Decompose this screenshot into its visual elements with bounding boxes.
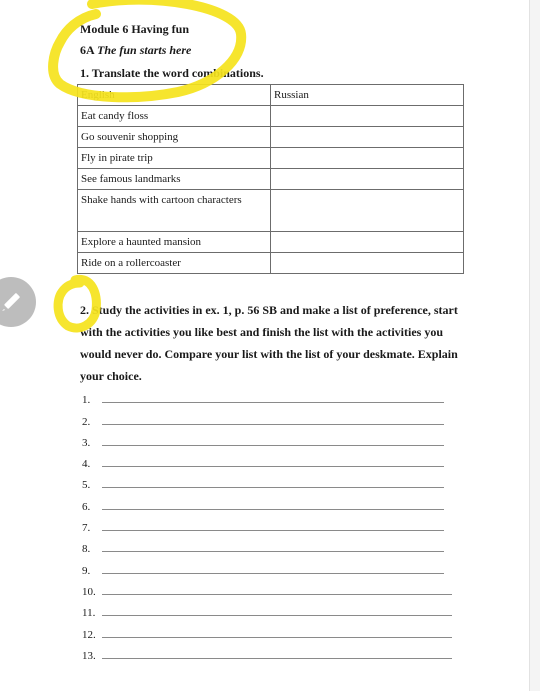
russian-answer-cell[interactable] bbox=[271, 232, 464, 253]
russian-answer-cell[interactable] bbox=[271, 106, 464, 127]
answer-line[interactable] bbox=[82, 619, 452, 640]
vocabulary-table bbox=[77, 84, 464, 274]
table-row bbox=[78, 253, 464, 274]
table-row bbox=[78, 169, 464, 190]
blank-line bbox=[102, 657, 452, 659]
english-phrase: Ride on a rollercoaster bbox=[78, 253, 271, 274]
blank-line bbox=[102, 444, 444, 446]
answer-number: 12. bbox=[82, 628, 96, 641]
answer-line[interactable] bbox=[82, 491, 452, 512]
answer-number: 4. bbox=[82, 458, 91, 471]
pencil-icon bbox=[0, 289, 24, 315]
answer-number: 9. bbox=[82, 564, 91, 577]
blank-line bbox=[102, 614, 452, 616]
lesson-code: 6A bbox=[80, 43, 95, 57]
answer-line[interactable] bbox=[82, 449, 452, 470]
answer-line[interactable] bbox=[82, 577, 452, 598]
blank-line bbox=[102, 401, 444, 403]
english-phrase: Fly in pirate trip bbox=[78, 148, 271, 169]
task1-title: 1. Translate the word combinations. bbox=[80, 66, 264, 80]
answer-number: 8. bbox=[82, 543, 91, 556]
answer-line[interactable] bbox=[82, 470, 452, 491]
column-header-russian: Russian bbox=[271, 85, 464, 106]
answer-line[interactable] bbox=[82, 598, 452, 619]
blank-line bbox=[102, 529, 444, 531]
blank-line bbox=[102, 465, 444, 467]
answer-line[interactable] bbox=[82, 428, 452, 449]
blank-line bbox=[102, 423, 444, 425]
table-row bbox=[78, 127, 464, 148]
answer-number: 3. bbox=[82, 436, 91, 449]
answer-number: 6. bbox=[82, 500, 91, 513]
answer-number: 2. bbox=[82, 415, 91, 428]
task2-instructions: 2. Study the activities in ex. 1, p. 56 SB and make a list of preference, start with the activities you like best and finish the list with the activities you would never do. Compare your list with the list of your deskmate. Explain your choice. bbox=[80, 303, 458, 383]
table-row bbox=[78, 190, 464, 232]
answer-line[interactable] bbox=[82, 513, 452, 534]
table-row bbox=[78, 148, 464, 169]
russian-answer-cell[interactable] bbox=[271, 169, 464, 190]
russian-answer-cell[interactable] bbox=[271, 127, 464, 148]
blank-line bbox=[102, 636, 452, 638]
answer-list bbox=[82, 385, 452, 662]
module-title: Module 6 Having fun bbox=[80, 22, 190, 36]
answer-number: 5. bbox=[82, 479, 91, 492]
lesson-heading bbox=[80, 43, 191, 58]
russian-answer-cell[interactable] bbox=[271, 148, 464, 169]
answer-line[interactable] bbox=[82, 534, 452, 555]
answer-number: 10. bbox=[82, 585, 96, 598]
table-header-row bbox=[78, 85, 464, 106]
english-phrase: Eat candy floss bbox=[78, 106, 271, 127]
russian-answer-cell[interactable] bbox=[271, 253, 464, 274]
blank-line bbox=[102, 572, 444, 574]
blank-line bbox=[102, 593, 452, 595]
answer-line[interactable] bbox=[82, 555, 452, 576]
answer-number: 1. bbox=[82, 394, 91, 407]
answer-line[interactable] bbox=[82, 406, 452, 427]
answer-line[interactable] bbox=[82, 641, 452, 662]
english-phrase: Explore a haunted mansion bbox=[78, 232, 271, 253]
answer-number: 11. bbox=[82, 607, 96, 620]
english-phrase: Shake hands with cartoon characters bbox=[78, 190, 271, 232]
page-edge bbox=[529, 0, 540, 691]
answer-number: 13. bbox=[82, 649, 96, 662]
blank-line bbox=[102, 550, 444, 552]
lesson-name: The fun starts here bbox=[97, 43, 192, 57]
edit-button[interactable] bbox=[0, 277, 36, 327]
answer-number: 7. bbox=[82, 522, 91, 535]
table-row bbox=[78, 106, 464, 127]
english-phrase: See famous landmarks bbox=[78, 169, 271, 190]
answer-line[interactable] bbox=[82, 385, 452, 406]
column-header-english: English bbox=[78, 85, 271, 106]
table-row bbox=[78, 232, 464, 253]
english-phrase: Go souvenir shopping bbox=[78, 127, 271, 148]
blank-line bbox=[102, 486, 444, 488]
russian-answer-cell[interactable] bbox=[271, 190, 464, 232]
blank-line bbox=[102, 508, 444, 510]
